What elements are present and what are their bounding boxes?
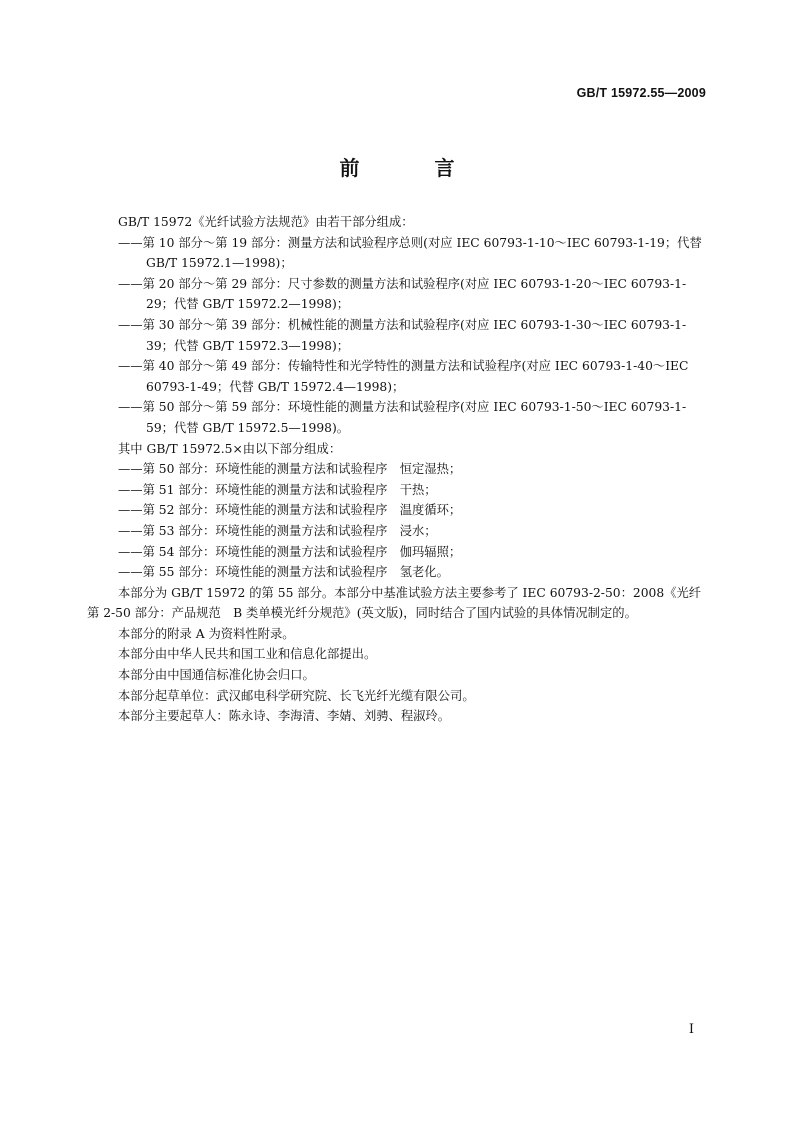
series-part-item: ——第 40 部分～第 49 部分：传输特性和光学特性的测量方法和试验程序(对应 IEC 60793-1-40～IEC 60793-1-49；代替 GB/T 15972.4—1998)； (118, 359, 689, 394)
series-part-item: ——第 50 部分～第 59 部分：环境性能的测量方法和试验程序(对应 IEC 60793-1-50～IEC 60793-1-59；代替 GB/T 15972.5—1998)。 (118, 400, 687, 435)
series-part-item: ——第 20 部分～第 29 部分：尺寸参数的测量方法和试验程序(对应 IEC 60793-1-20～IEC 60793-1-29；代替 GB/T 15972.2—1998)； (118, 276, 687, 312)
drafters-paragraph: 本部分主要起草人：陈永诗、李海清、李婧、刘骋、程淑玲。 (118, 709, 451, 724)
sub-part-item: ——第 55 部分：环境性能的测量方法和试验程序 氢老化。 (118, 565, 449, 580)
annex-paragraph: 本部分的附录 A 为资料性附录。 (118, 626, 295, 641)
page-title: 前 言 (339, 156, 489, 180)
sub-intro-paragraph: 其中 GB/T 15972.5×由以下部分组成： (118, 441, 342, 456)
centralized-paragraph: 本部分由中国通信标准化协会归口。 (118, 668, 315, 683)
drafting-units-paragraph: 本部分起草单位：武汉邮电科学研究院、长飞光纤光缆有限公司。 (118, 688, 475, 703)
sub-part-item: ——第 52 部分：环境性能的测量方法和试验程序 温度循环； (118, 503, 462, 518)
sub-part-item: ——第 50 部分：环境性能的测量方法和试验程序 恒定湿热； (118, 462, 462, 477)
series-part-item: ——第 10 部分～第 19 部分：测量方法和试验程序总则(对应 IEC 60793-1-10～IEC 60793-1-19；代替 GB/T 15972.1—1998)； (118, 235, 702, 271)
reference-paragraph: 本部分为 GB/T 15972 的第 55 部分。本部分中基准试验方法主要参考了 IEC 60793-2-50：2008《光纤 第 2-50 部分：产品规范 B 类单模光纤分规范》(英文版)，同时结合了国内试验的具体情况制定的。 (87, 585, 714, 621)
sub-part-item: ——第 51 部分：环境性能的测量方法和试验程序 干热； (118, 482, 437, 497)
page-number: I (688, 1022, 694, 1037)
sub-part-item: ——第 53 部分：环境性能的测量方法和试验程序 浸水； (118, 523, 437, 538)
series-part-item: ——第 30 部分～第 39 部分：机械性能的测量方法和试验程序(对应 IEC 60793-1-30～IEC 60793-1-39；代替 GB/T 15972.3—1998)； (118, 317, 687, 353)
intro-paragraph: GB/T 15972《光纤试验方法规范》由若干部分组成： (118, 215, 414, 229)
proposed-paragraph: 本部分由中华人民共和国工业和信息化部提出。 (118, 647, 377, 662)
standard-number: GB/T 15972.55—2009 (576, 86, 706, 100)
foreword-body (87, 212, 714, 727)
sub-part-item: ——第 54 部分：环境性能的测量方法和试验程序 伽玛辐照； (118, 544, 462, 559)
